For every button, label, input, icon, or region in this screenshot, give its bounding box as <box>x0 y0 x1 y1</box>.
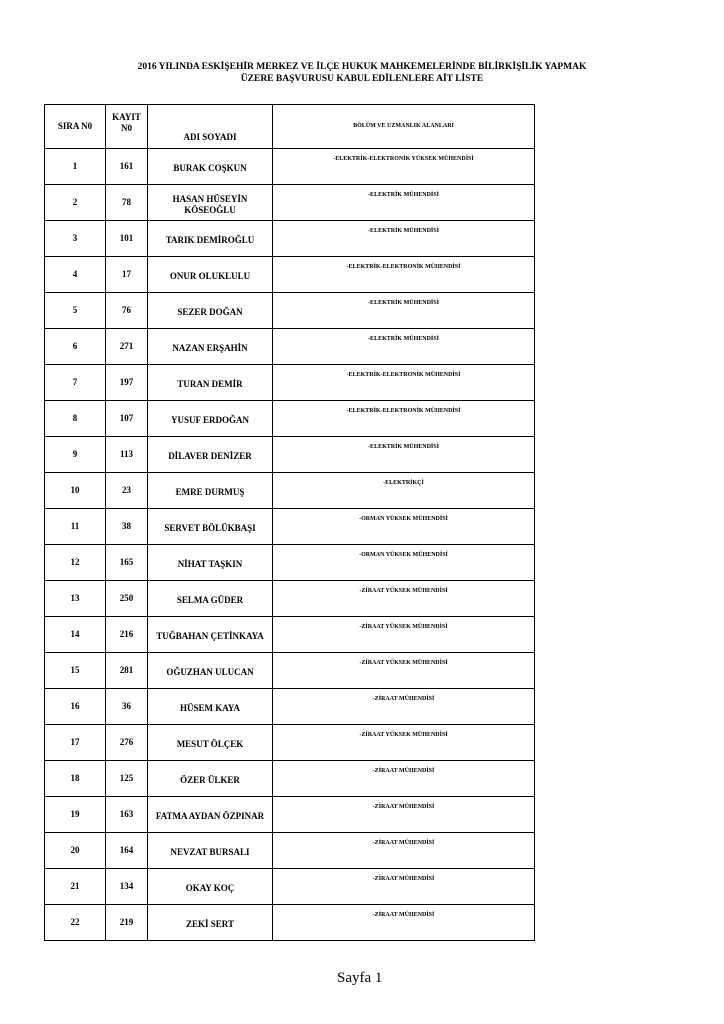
table-row <box>45 185 535 221</box>
table-header-row <box>45 105 535 149</box>
cell-adi-soyadi: SEZER DOĞAN <box>148 293 273 329</box>
cell-kayit-no: 125 <box>106 761 148 797</box>
cell-bolum: -ORMAN YÜKSEK MÜHENDİSİ <box>273 545 535 581</box>
header-bolum: BÖLÜM VE UZMANLIK ALANLARI <box>273 105 535 149</box>
cell-kayit-no: 38 <box>106 509 148 545</box>
cell-sira-no: 20 <box>45 833 106 869</box>
title-line-2: ÜZERE BAŞVURUSU KABUL EDİLENLERE AİT LİSTE <box>240 74 484 84</box>
header-kayit-no: KAYIT N0 <box>106 105 148 149</box>
cell-bolum: -ELEKTRİK-ELEKTRONİK MÜHENDİSİ <box>273 365 535 401</box>
table-row <box>45 257 535 293</box>
cell-sira-no: 13 <box>45 581 106 617</box>
table-body <box>45 149 535 941</box>
table-row <box>45 797 535 833</box>
cell-adi-soyadi: FATMA AYDAN ÖZPINAR <box>148 797 273 833</box>
cell-sira-no: 10 <box>45 473 106 509</box>
cell-bolum: -ELEKTRİK-ELEKTRONİK MÜHENDİSİ <box>273 401 535 437</box>
cell-kayit-no: 113 <box>106 437 148 473</box>
cell-adi-soyadi: TUĞBAHAN ÇETİNKAYA <box>148 617 273 653</box>
cell-bolum: -ELEKTRİK MÜHENDİSİ <box>273 437 535 473</box>
cell-adi-soyadi: TARIK DEMİROĞLU <box>148 221 273 257</box>
cell-bolum: -ZİRAAT YÜKSEK MÜHENDİSİ <box>273 725 535 761</box>
cell-sira-no: 17 <box>45 725 106 761</box>
cell-kayit-no: 101 <box>106 221 148 257</box>
cell-kayit-no: 271 <box>106 329 148 365</box>
cell-bolum: -ZİRAAT MÜHENDİSİ <box>273 689 535 725</box>
cell-adi-soyadi: NAZAN ERŞAHİN <box>148 329 273 365</box>
table-row <box>45 509 535 545</box>
table-row <box>45 437 535 473</box>
cell-sira-no: 5 <box>45 293 106 329</box>
cell-sira-no: 12 <box>45 545 106 581</box>
header-sira-no: SIRA N0 <box>45 105 106 149</box>
cell-adi-soyadi: YUSUF ERDOĞAN <box>148 401 273 437</box>
cell-bolum: -ELEKTRİKÇİ <box>273 473 535 509</box>
cell-sira-no: 18 <box>45 761 106 797</box>
cell-bolum: -ZİRAAT YÜKSEK MÜHENDİSİ <box>273 617 535 653</box>
cell-adi-soyadi: TURAN DEMİR <box>148 365 273 401</box>
document-title <box>30 61 694 85</box>
cell-kayit-no: 216 <box>106 617 148 653</box>
cell-bolum: -ZİRAAT MÜHENDİSİ <box>273 833 535 869</box>
page-number: Sayfa 1 <box>337 970 383 986</box>
cell-kayit-no: 165 <box>106 545 148 581</box>
cell-bolum: -ZİRAAT MÜHENDİSİ <box>273 869 535 905</box>
cell-sira-no: 7 <box>45 365 106 401</box>
table-row <box>45 617 535 653</box>
cell-adi-soyadi: EMRE DURMUŞ <box>148 473 273 509</box>
cell-bolum: -ELEKTRİK-ELEKTRONİK YÜKSEK MÜHENDİSİ <box>273 149 535 185</box>
table-row <box>45 473 535 509</box>
cell-sira-no: 6 <box>45 329 106 365</box>
table-row <box>45 833 535 869</box>
table-row <box>45 365 535 401</box>
table-row <box>45 905 535 941</box>
cell-adi-soyadi: HASAN HÜSEYİN KÖSEOĞLU <box>148 185 273 221</box>
title-line-1: 2016 YILINDA ESKİŞEHİR MERKEZ VE İLÇE HUKUK MAHKEMELERİNDE BİLİRKİŞİLİK YAPMAK <box>137 62 587 72</box>
cell-kayit-no: 163 <box>106 797 148 833</box>
cell-kayit-no: 281 <box>106 653 148 689</box>
cell-sira-no: 21 <box>45 869 106 905</box>
cell-adi-soyadi: DİLAVER DENİZER <box>148 437 273 473</box>
cell-sira-no: 15 <box>45 653 106 689</box>
cell-kayit-no: 276 <box>106 725 148 761</box>
cell-adi-soyadi: ZEKİ SERT <box>148 905 273 941</box>
cell-sira-no: 2 <box>45 185 106 221</box>
cell-kayit-no: 197 <box>106 365 148 401</box>
cell-kayit-no: 219 <box>106 905 148 941</box>
cell-adi-soyadi: NİHAT TAŞKIN <box>148 545 273 581</box>
table-row <box>45 293 535 329</box>
cell-kayit-no: 23 <box>106 473 148 509</box>
cell-adi-soyadi: SELMA GÜDER <box>148 581 273 617</box>
cell-sira-no: 4 <box>45 257 106 293</box>
cell-adi-soyadi: ONUR OLUKLULU <box>148 257 273 293</box>
table-row <box>45 689 535 725</box>
cell-sira-no: 11 <box>45 509 106 545</box>
cell-sira-no: 1 <box>45 149 106 185</box>
cell-kayit-no: 107 <box>106 401 148 437</box>
table-row <box>45 221 535 257</box>
cell-kayit-no: 76 <box>106 293 148 329</box>
cell-bolum: -ELEKTRİK MÜHENDİSİ <box>273 293 535 329</box>
cell-bolum: -ZİRAAT YÜKSEK MÜHENDİSİ <box>273 653 535 689</box>
cell-adi-soyadi: NEVZAT BURSALI <box>148 833 273 869</box>
table-row <box>45 725 535 761</box>
header-adi-soyadi: ADI SOYADI <box>148 105 273 149</box>
cell-bolum: -ELEKTRİK MÜHENDİSİ <box>273 221 535 257</box>
cell-kayit-no: 161 <box>106 149 148 185</box>
cell-adi-soyadi: HÜSEM KAYA <box>148 689 273 725</box>
cell-adi-soyadi: SERVET BÖLÜKBAŞI <box>148 509 273 545</box>
cell-sira-no: 8 <box>45 401 106 437</box>
cell-bolum: -ZİRAAT YÜKSEK MÜHENDİSİ <box>273 581 535 617</box>
table-row <box>45 581 535 617</box>
cell-sira-no: 14 <box>45 617 106 653</box>
cell-kayit-no: 17 <box>106 257 148 293</box>
table-row <box>45 869 535 905</box>
cell-kayit-no: 36 <box>106 689 148 725</box>
table-row <box>45 329 535 365</box>
cell-bolum: -ZİRAAT MÜHENDİSİ <box>273 797 535 833</box>
cell-bolum: -ELEKTRİK MÜHENDİSİ <box>273 329 535 365</box>
cell-bolum: -ZİRAAT MÜHENDİSİ <box>273 761 535 797</box>
table-row <box>45 149 535 185</box>
cell-kayit-no: 78 <box>106 185 148 221</box>
cell-bolum: -ZİRAAT MÜHENDİSİ <box>273 905 535 941</box>
table-row <box>45 545 535 581</box>
cell-sira-no: 16 <box>45 689 106 725</box>
table-row <box>45 653 535 689</box>
cell-adi-soyadi: OKAY KOÇ <box>148 869 273 905</box>
cell-bolum: -ELEKTRİK MÜHENDİSİ <box>273 185 535 221</box>
cell-adi-soyadi: MESUT ÖLÇEK <box>148 725 273 761</box>
cell-kayit-no: 164 <box>106 833 148 869</box>
cell-sira-no: 19 <box>45 797 106 833</box>
cell-kayit-no: 250 <box>106 581 148 617</box>
cell-adi-soyadi: ÖZER ÜLKER <box>148 761 273 797</box>
table-row <box>45 401 535 437</box>
cell-bolum: -ORMAN YÜKSEK MÜHENDİSİ <box>273 509 535 545</box>
cell-adi-soyadi: OĞUZHAN ULUCAN <box>148 653 273 689</box>
cell-sira-no: 9 <box>45 437 106 473</box>
cell-kayit-no: 134 <box>106 869 148 905</box>
cell-sira-no: 22 <box>45 905 106 941</box>
table-row <box>45 761 535 797</box>
cell-adi-soyadi: BURAK COŞKUN <box>148 149 273 185</box>
cell-bolum: -ELEKTRİK-ELEKTRONİK MÜHENDİSİ <box>273 257 535 293</box>
cell-sira-no: 3 <box>45 221 106 257</box>
applicant-table <box>44 104 535 941</box>
